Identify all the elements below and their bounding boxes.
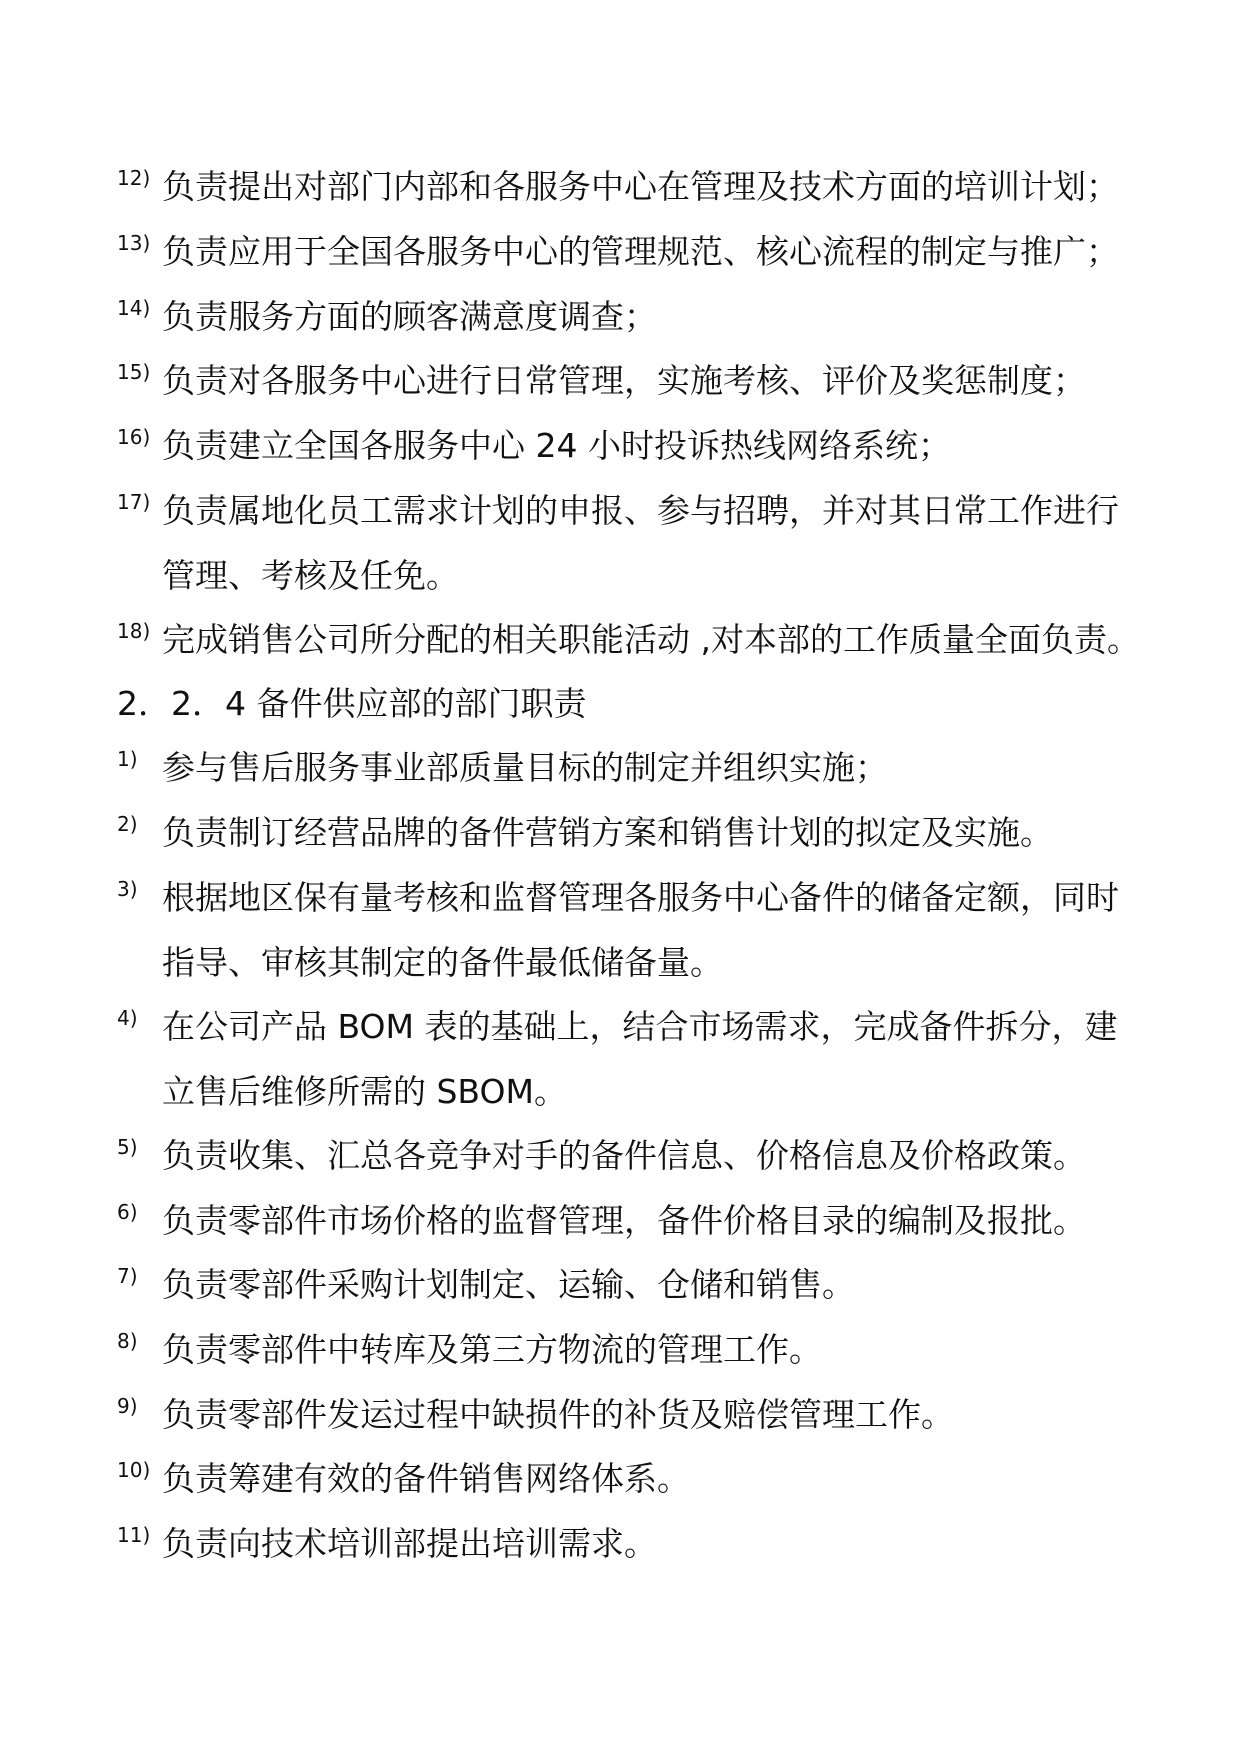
- item-text-continued: 指导、审核其制定的备件最低储备量。: [162, 943, 723, 982]
- item-number: 13): [117, 231, 151, 255]
- item-text: 负责对各服务中心进行日常管理，实施考核、评价及奖惩制度；: [162, 361, 1086, 400]
- item-number: 1): [117, 747, 138, 771]
- item-number: 8): [117, 1329, 138, 1353]
- item-text: 在公司产品 BOM 表的基础上，结合市场需求，完成备件拆分，建: [162, 1007, 1118, 1046]
- item-number: 12): [117, 166, 151, 190]
- item-text: 负责零部件采购计划制定、运输、仓储和销售。: [162, 1265, 855, 1304]
- item-number: 5): [117, 1135, 138, 1159]
- item-number: 7): [117, 1264, 138, 1288]
- item-number: 16): [117, 425, 151, 449]
- item-text: 完成销售公司所分配的相关职能活动 ,对本部的工作质量全面负责。: [162, 620, 1140, 659]
- item-text: 根据地区保有量考核和监督管理各服务中心备件的储备定额，同时: [162, 878, 1119, 917]
- item-text: 负责向技术培训部提出培训需求。: [162, 1524, 657, 1563]
- item-text: 负责零部件发运过程中缺损件的补货及赔偿管理工作。: [162, 1395, 954, 1434]
- item-number: 4): [117, 1006, 138, 1030]
- item-number: 17): [117, 490, 151, 514]
- item-text: 负责收集、汇总各竞争对手的备件信息、价格信息及价格政策。: [162, 1136, 1086, 1175]
- item-text-continued: 立售后维修所需的 SBOM。: [162, 1072, 567, 1111]
- item-text: 负责建立全国各服务中心 24 小时投诉热线网络系统；: [162, 426, 951, 465]
- item-number: 9): [117, 1394, 138, 1418]
- item-text: 负责筹建有效的备件销售网络体系。: [162, 1459, 690, 1498]
- item-text: 负责提出对部门内部和各服务中心在管理及技术方面的培训计划；: [162, 167, 1119, 206]
- item-number: 11): [117, 1523, 151, 1547]
- item-number: 10): [117, 1458, 151, 1482]
- item-text: 负责零部件市场价格的监督管理，备件价格目录的编制及报批。: [162, 1201, 1086, 1240]
- item-number: 15): [117, 360, 151, 384]
- item-text: 负责零部件中转库及第三方物流的管理工作。: [162, 1330, 822, 1369]
- item-number: 3): [117, 877, 138, 901]
- item-text: 负责服务方面的顾客满意度调查；: [162, 297, 657, 336]
- item-number: 18): [117, 619, 151, 643]
- item-number: 2): [117, 812, 138, 836]
- item-text-continued: 管理、考核及任免。: [162, 556, 459, 595]
- item-number: 6): [117, 1200, 138, 1224]
- item-text: 负责属地化员工需求计划的申报、参与招聘，并对其日常工作进行: [162, 491, 1119, 530]
- item-text: 负责应用于全国各服务中心的管理规范、核心流程的制定与推广；: [162, 232, 1119, 271]
- item-number: 14): [117, 296, 151, 320]
- section-heading: 2．2．4 备件供应部的部门职责: [117, 684, 587, 723]
- item-text: 参与售后服务事业部质量目标的制定并组织实施；: [162, 748, 888, 787]
- item-text: 负责制订经营品牌的备件营销方案和销售计划的拟定及实施。: [162, 813, 1053, 852]
